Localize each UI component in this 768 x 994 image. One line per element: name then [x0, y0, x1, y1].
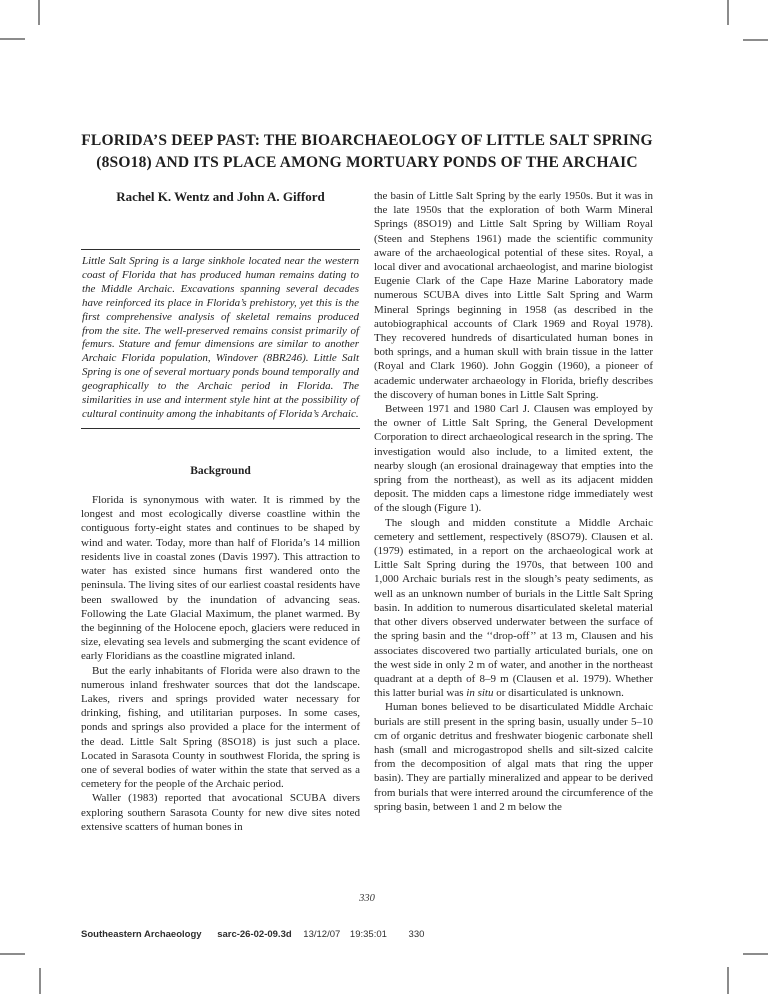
crop-mark-top-left-vertical [38, 0, 40, 25]
crop-mark-bottom-right-vertical [727, 967, 729, 994]
background-paragraph-3: Waller (1983) reported that avocational SCUBA divers exploring southern Sarasota County for new dive sites noted extensive scatters of human bones in [81, 792, 360, 833]
crop-mark-bottom-right-horizontal [743, 953, 768, 955]
abstract: Little Salt Spring is a large sinkhole located near the western coast of Florida that has produced human remains dating to the Middle Archaic. Excavations spanning several decades have reinforced its place in Florida’s prehistory, yet this is the first comprehensive analysis of skeletal remains produced from the site. The well-preserved remains consist primarily of femurs. Stature and femur dimensions are similar to another Archaic Florida population, Windover (8BR246). Little Salt Spring is one of several mortuary ponds bound temporally and geographically to the Archaic period in Florida. The similarities in use and interment style hint at the possibility of cultural continuity among the inhabitants of Florida’s Archaic. [81, 249, 360, 429]
article-title-line1: FLORIDA’S DEEP PAST: THE BIOARCHAEOLOGY OF LITTLE SALT SPRING [81, 132, 653, 149]
article-content [81, 130, 653, 834]
footer-page: 330 [408, 929, 425, 940]
crop-mark-top-right-horizontal [743, 39, 768, 41]
right-column [374, 189, 653, 834]
in-situ-italic-phrase: in situ [466, 687, 494, 700]
right-paragraph-3-text: The slough and midden constitute a Middle Archaic cemetery and settlement, respectively (8SO79). Clausen et al. (1979) estimated, in a report on the archaeological work at Little Salt Spring during the 1970s, that between 100 and 1,000 Archaic burials rest in the slough’s peaty sediments, as well as an unknown number of burials in the Little Salt Spring basin. In addition to numerous disarticulated skeletal material that other divers observed underwater between the surface of the spring basin and the ‘‘drop-off’’ at 13 m, Clausen and his associates discovered two partially articulated burials, one on the west side in only 2 m of water, and another in the northeast quadrant at a depth of 8–9 m (Clausen et al. 1979). Whether this latter burial was [374, 516, 653, 700]
right-paragraph-4: Human bones believed to be disarticulated Middle Archaic burials are still present in the spring basin, usually under 5–10 cm of organic detritus and freshwater biogenic carbonate shell hash (small and microgastropod shells and silt-sized calcite from the decomposition of algal mats that ring the upper basin). They are partially mineralized and appear to be derived from burials that were interred around the circumference of the spring basin, between 1 and 2 m below the [374, 701, 653, 813]
two-column-body [81, 189, 653, 834]
right-paragraph-3 [374, 516, 653, 701]
background-paragraph-2: But the early inhabitants of Florida were also drawn to the numerous inland freshwater sources that dot the landscape. Lakes, rivers and springs provided water necessary for drinking, fishing, and utilitarian purposes. In some cases, ponds and springs also provided a place for the interment of the dead. Little Salt Spring (8SO18) is just such a place. Located in Sarasota County in southwest Florida, the spring is one of several bodies of water within the state that served as a cemetery for the people of the Archaic period. [81, 664, 360, 791]
article-title-line2: (8SO18) AND ITS PLACE AMONG MORTUARY PONDS OF THE ARCHAIC [96, 154, 638, 171]
footer-date: 13/12/07 [303, 929, 341, 940]
article-title [81, 130, 653, 174]
page-number: 330 [359, 893, 375, 904]
crop-mark-top-left-horizontal [0, 38, 25, 40]
right-paragraph-1: the basin of Little Salt Spring by the early 1950s. But it was in the late 1950s that the exploration of both Warm Mineral Springs (8SO19) and Little Salt Spring by William Royal (Steen and Stephens 1961) made the scientific community aware of the archaeological potential of these sites. Royal, a local diver and avocational archaeologist, and marine biologist Eugenie Clark of the Cape Haze Marine Laboratory made numerous SCUBA dives into Little Salt Spring and Warm Mineral Springs beginning in 1958 (as described in the autobiographical accounts of Clark 1969 and Royal 1978). They recovered hundreds of disarticulated human bones in both springs, and a human skull with brain tissue in the latter (Royal and Clark 1960). John Goggin (1960), a pioneer of academic underwater archaeology in Florida, briefly describes the discovery of human bones in Little Salt Spring. [374, 190, 653, 401]
right-paragraph-2: Between 1971 and 1980 Carl J. Clausen was employed by the owner of Little Salt Spring, the General Development Corporation to direct archaeological research in the spring. The investigation would also include, to a limited extent, the nearby slough (an erosional drainageway that empties into the spring from the northeast), as well as its adjacent midden deposit. The midden caps a limestone ridge immediately west of the slough (Figure 1). [374, 403, 653, 515]
left-column [81, 189, 360, 834]
right-paragraph-3-tail: or disarticulated is unknown. [493, 687, 624, 700]
section-heading-background: Background [190, 464, 251, 477]
crop-mark-bottom-left-horizontal [0, 953, 25, 955]
crop-mark-bottom-left-vertical [39, 968, 41, 994]
footer-journal-name: Southeastern Archaeology [81, 929, 202, 940]
footer-time: 19:35:01 [349, 929, 387, 940]
background-paragraph-1: Florida is synonymous with water. It is rimmed by the longest and most ecologically diverse coastline within the contiguous forty-eight states and continues to be shaped by wind and water. Today, more than half of Florida’s 14 million residents live in coastal zones (Davis 1997). This attraction to water has existed since humans first wandered onto the peninsula. The living sites of our earliest coastal residents have been swallowed by the inundation of advancing seas. Following the Late Glacial Maximum, the planet warmed. By the beginning of the Holocene epoch, glaciers were reduced in size, elevating sea levels and submerging the scant evidence of early Floridians as the coastline migrated inland. [81, 494, 360, 663]
author-byline: Rachel K. Wentz and John A. Gifford [116, 189, 325, 204]
typesetter-footer [81, 929, 721, 940]
footer-typeset-file: sarc-26-02-09.3d [217, 929, 292, 940]
crop-mark-top-right-vertical [727, 0, 729, 25]
